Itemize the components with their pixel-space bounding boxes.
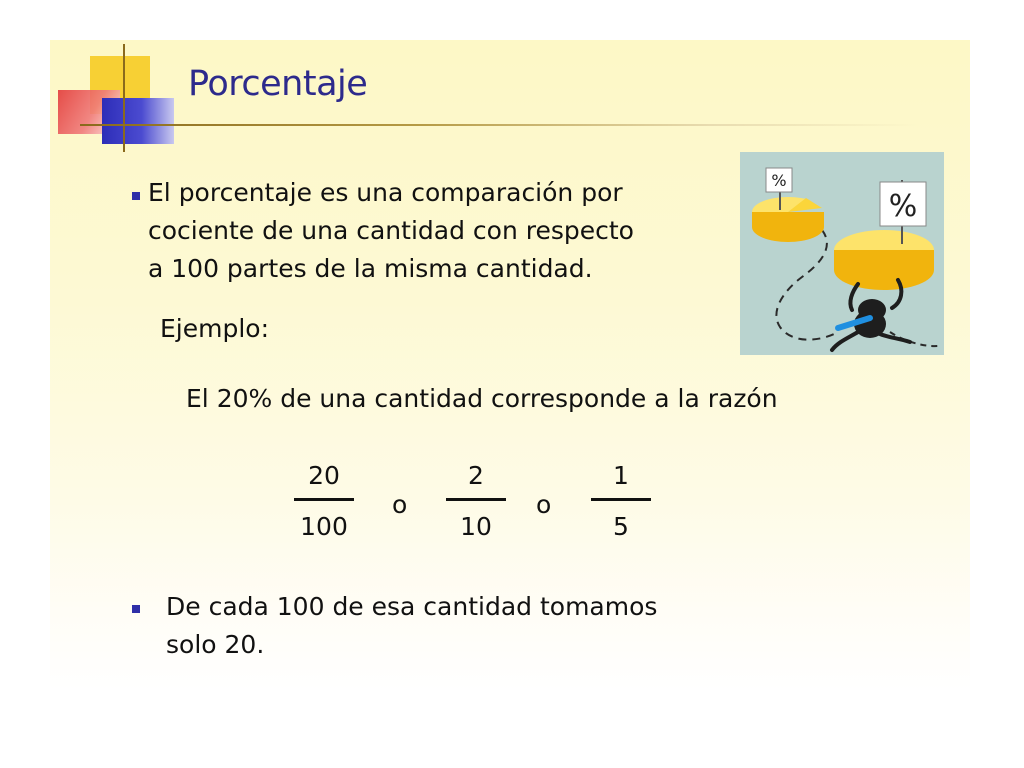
decorative-vertical-line (123, 44, 125, 152)
fraction-bar (294, 498, 354, 501)
small-sign-label: % (771, 171, 787, 190)
title-underline (80, 124, 920, 126)
definition-line: cociente de una cantidad con respecto (148, 216, 634, 245)
fraction-1-5 (591, 458, 651, 545)
slide-title: Porcentaje (188, 64, 368, 104)
definition-text (148, 174, 634, 288)
bullet-definition (132, 174, 692, 288)
explanation-text (166, 588, 657, 664)
conjunction-or: o (536, 490, 552, 519)
definition-line: El porcentaje es una comparación por (148, 178, 623, 207)
definition-line: a 100 partes de la misma cantidad. (148, 254, 593, 283)
bullet-explanation (132, 588, 732, 664)
conjunction-or: o (392, 490, 408, 519)
large-cheese-icon (834, 230, 934, 290)
explanation-line: solo 20. (166, 630, 265, 659)
ratio-sentence: El 20% de una cantidad corresponde a la razón (186, 384, 778, 413)
large-sign-label: % (888, 189, 918, 224)
explanation-line: De cada 100 de esa cantidad tomamos (166, 592, 658, 621)
fraction-bar (446, 498, 506, 501)
example-label: Ejemplo: (160, 314, 270, 343)
fraction-2-10 (446, 458, 506, 545)
bullet-square-icon (132, 192, 140, 200)
cheese-percentage-illustration (740, 152, 944, 355)
fraction-numerator: 20 (308, 461, 340, 490)
slide (50, 40, 970, 690)
decorative-blue-rectangle (102, 98, 174, 144)
bullet-square-icon (132, 605, 140, 613)
fraction-numerator: 2 (468, 461, 484, 490)
fraction-numerator: 1 (613, 461, 629, 490)
fraction-bar (591, 498, 651, 501)
fraction-20-100 (294, 458, 354, 545)
small-cheese-icon (752, 197, 824, 242)
fraction-denominator: 5 (613, 512, 629, 541)
fraction-denominator: 100 (300, 512, 348, 541)
fraction-denominator: 10 (460, 512, 492, 541)
